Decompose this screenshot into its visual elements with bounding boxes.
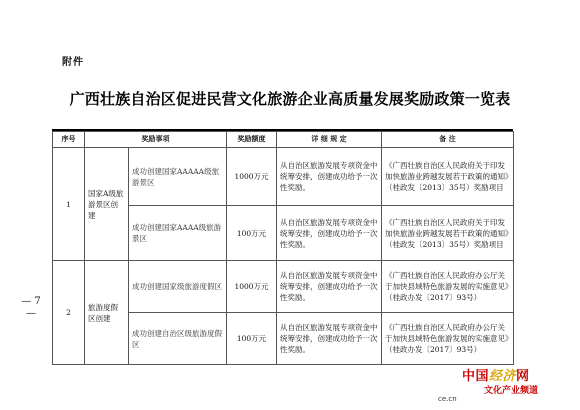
reward-item: 成功创建自治区级旅游度假区: [129, 313, 227, 365]
table-row: [53, 261, 514, 313]
page-number: — 7 —: [21, 296, 41, 319]
reward-note: 《广西壮族自治区人民政府关于印发加快旅游业跨越发展若干政策的通知》（桂政发〔2013〕35号）奖励项目: [382, 148, 514, 206]
group-category: 国家A级旅游景区创建: [85, 148, 129, 261]
table-header-row: [53, 132, 514, 148]
reward-item: 成功创建国家级旅游度假区: [129, 261, 227, 313]
header-note: 备 注: [382, 132, 514, 148]
reward-item: 成功创建国家AAAA级旅游景区: [129, 206, 227, 261]
attachment-label: 附件: [62, 57, 84, 68]
reward-note: 《广西壮族自治区人民政府关于印发加快旅游业跨越发展若干政策的通知》（桂政发〔2013〕35号）奖励项目: [382, 206, 514, 261]
policy-table: [52, 131, 514, 365]
table-row: [53, 148, 514, 206]
watermark-part2: 经济: [489, 369, 517, 384]
reward-detail: 从自治区旅游发展专项资金中统筹安排，创建成功给予一次性奖励。: [277, 313, 382, 365]
header-item: 奖励事项: [85, 132, 227, 148]
reward-detail: 从自治区旅游发展专项资金中统筹安排，创建成功给予一次性奖励。: [277, 261, 382, 313]
group-category: 旅游度假区创建: [85, 261, 129, 365]
reward-amount: 100万元: [227, 206, 277, 261]
watermark-site: ce.cn: [438, 395, 457, 403]
reward-amount: 1000万元: [227, 261, 277, 313]
watermark-logo: [462, 365, 530, 384]
watermark-part3: 网: [516, 369, 530, 384]
document-title: 广西壮族自治区促进民营文化旅游企业高质量发展奖励政策一览表: [69, 90, 511, 108]
header-detail: 详 细 规 定: [277, 132, 382, 148]
header-index: 序号: [53, 132, 85, 148]
header-amount: 奖励额度: [227, 132, 277, 148]
reward-note: 《广西壮族自治区人民政府办公厅关于加快县域特色旅游发展的实施意见》（桂政办发〔2017〕93号）: [382, 261, 514, 313]
watermark-part1: 中国: [462, 369, 490, 384]
reward-amount: 1000万元: [227, 148, 277, 206]
group-index: 2: [53, 261, 85, 365]
watermark-subtitle: 文化产业频道: [484, 386, 539, 396]
reward-note: 《广西壮族自治区人民政府办公厅关于加快县域特色旅游发展的实施意见》（桂政办发〔2017〕93号）: [382, 313, 514, 365]
group-index: 1: [53, 148, 85, 261]
reward-detail: 从自治区旅游发展专项资金中统筹安排，创建成功给予一次性奖励。: [277, 148, 382, 206]
reward-amount: 100万元: [227, 313, 277, 365]
reward-detail: 从自治区旅游发展专项资金中统筹安排，创建成功给予一次性奖励。: [277, 206, 382, 261]
reward-item: 成功创建国家AAAAA级旅游景区: [129, 148, 227, 206]
